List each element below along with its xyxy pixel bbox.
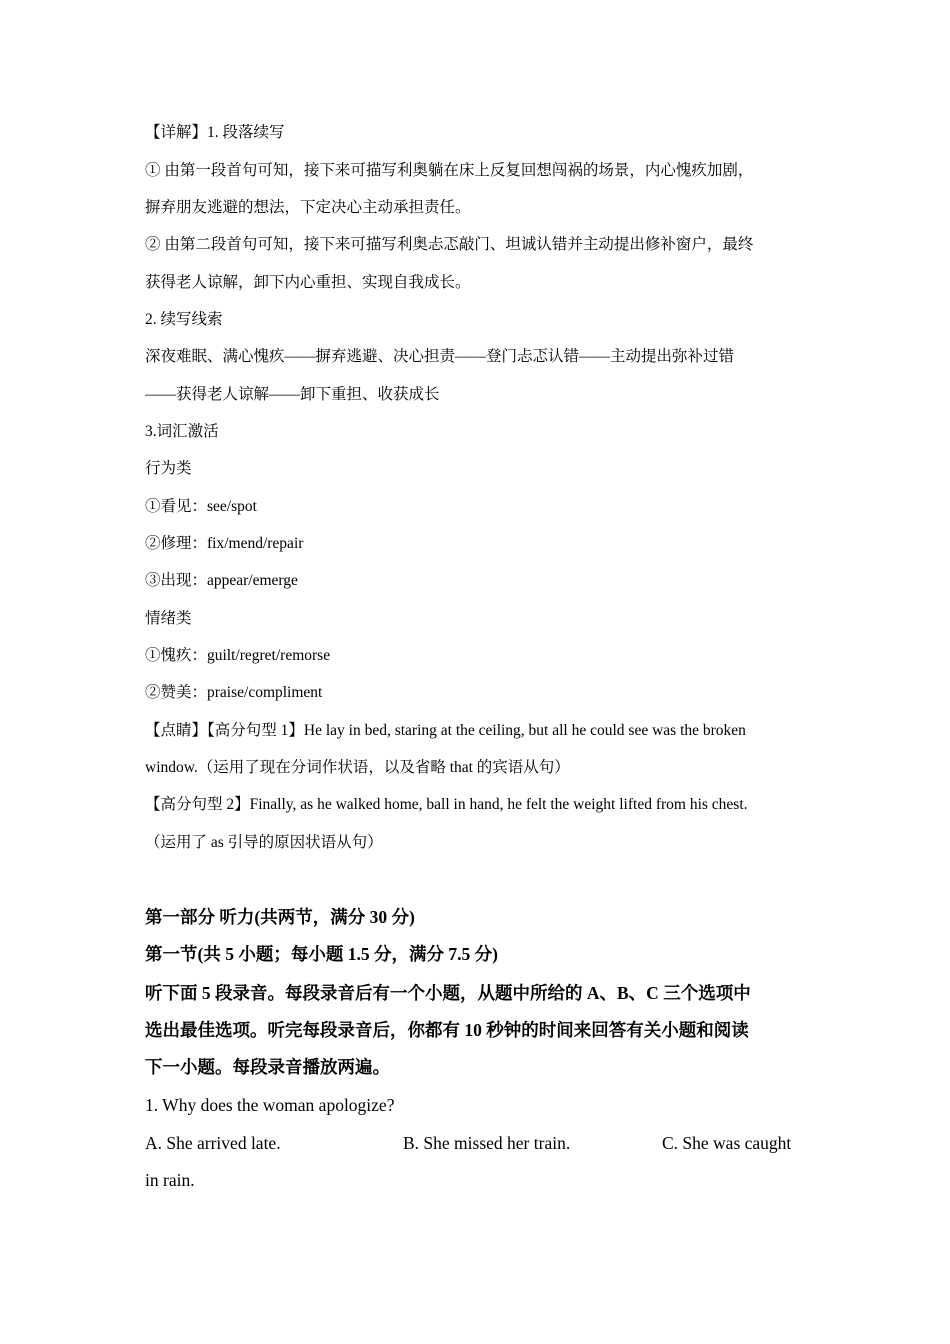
instruction-line2: 选出最佳选项。听完每段录音后，你都有 10 秒钟的时间来回答有关小题和阅读: [145, 1020, 749, 1040]
vocab-heading: 3.词汇激活: [145, 423, 219, 440]
part-title: 第一部分 听力(共两节，满分 30 分): [145, 907, 415, 927]
explanation-heading: 【详解】1. 段落续写: [145, 124, 285, 141]
behavior-item-2: ②修理：fix/mend/repair: [145, 535, 304, 552]
option-b: B. She missed her train.: [403, 1133, 571, 1153]
instruction-line1: 听下面 5 段录音。每段录音后有一个小题，从题中所给的 A、B、C 三个选项中: [145, 983, 751, 1003]
clue-heading: 2. 续写线索: [145, 311, 223, 328]
behavior-item-3: ③出现：appear/emerge: [145, 572, 298, 589]
option-a: A. She arrived late.: [145, 1133, 281, 1153]
point2-line2: 获得老人谅解，卸下内心重担、实现自我成长。: [145, 274, 471, 291]
emotion-item-1: ①愧疚：guilt/regret/remorse: [145, 647, 331, 664]
point1-line2: 摒弃朋友逃避的想法，下定决心主动承担责任。: [145, 199, 471, 216]
point1-line1: ① 由第一段首句可知，接下来可描写利奥躺在床上反复回想闯祸的场景，内心愧疚加剧，: [145, 162, 754, 179]
behavior-item-1: ①看见：see/spot: [145, 498, 257, 515]
behavior-heading: 行为类: [145, 460, 192, 477]
highlight2-line1: 【高分句型 2】Finally, as he walked home, ball in hand, he felt the weight lifted from his chest.: [145, 796, 748, 813]
highlight2-line2: （运用了 as 引导的原因状语从句）: [145, 834, 383, 851]
clue-line1: 深夜难眠、满心愧疚——摒弃逃避、决心担责——登门忐忑认错——主动提出弥补过错: [145, 348, 735, 365]
option-c: C. She was caught: [662, 1133, 792, 1153]
emotion-item-2: ②赞美：praise/compliment: [145, 684, 323, 701]
emotion-heading: 情绪类: [145, 610, 192, 627]
highlight1-line2: window.（运用了现在分词作状语，以及省略 that 的宾语从句）: [145, 759, 570, 776]
section-title: 第一节(共 5 小题；每小题 1.5 分，满分 7.5 分): [145, 944, 498, 964]
question-stem: 1. Why does the woman apologize?: [145, 1095, 395, 1115]
instruction-line3: 下一小题。每段录音播放两遍。: [145, 1057, 390, 1077]
clue-line2: ——获得老人谅解——卸下重担、收获成长: [145, 386, 440, 403]
point2-line1: ② 由第二段首句可知，接下来可描写利奥忐忑敲门、坦诚认错并主动提出修补窗户，最终: [145, 236, 754, 253]
highlight1-line1: 【点睛】【高分句型 1】He lay in bed, staring at the ceiling, but all he could see was the broken: [145, 722, 746, 739]
option-c-continued: in rain.: [145, 1170, 195, 1190]
